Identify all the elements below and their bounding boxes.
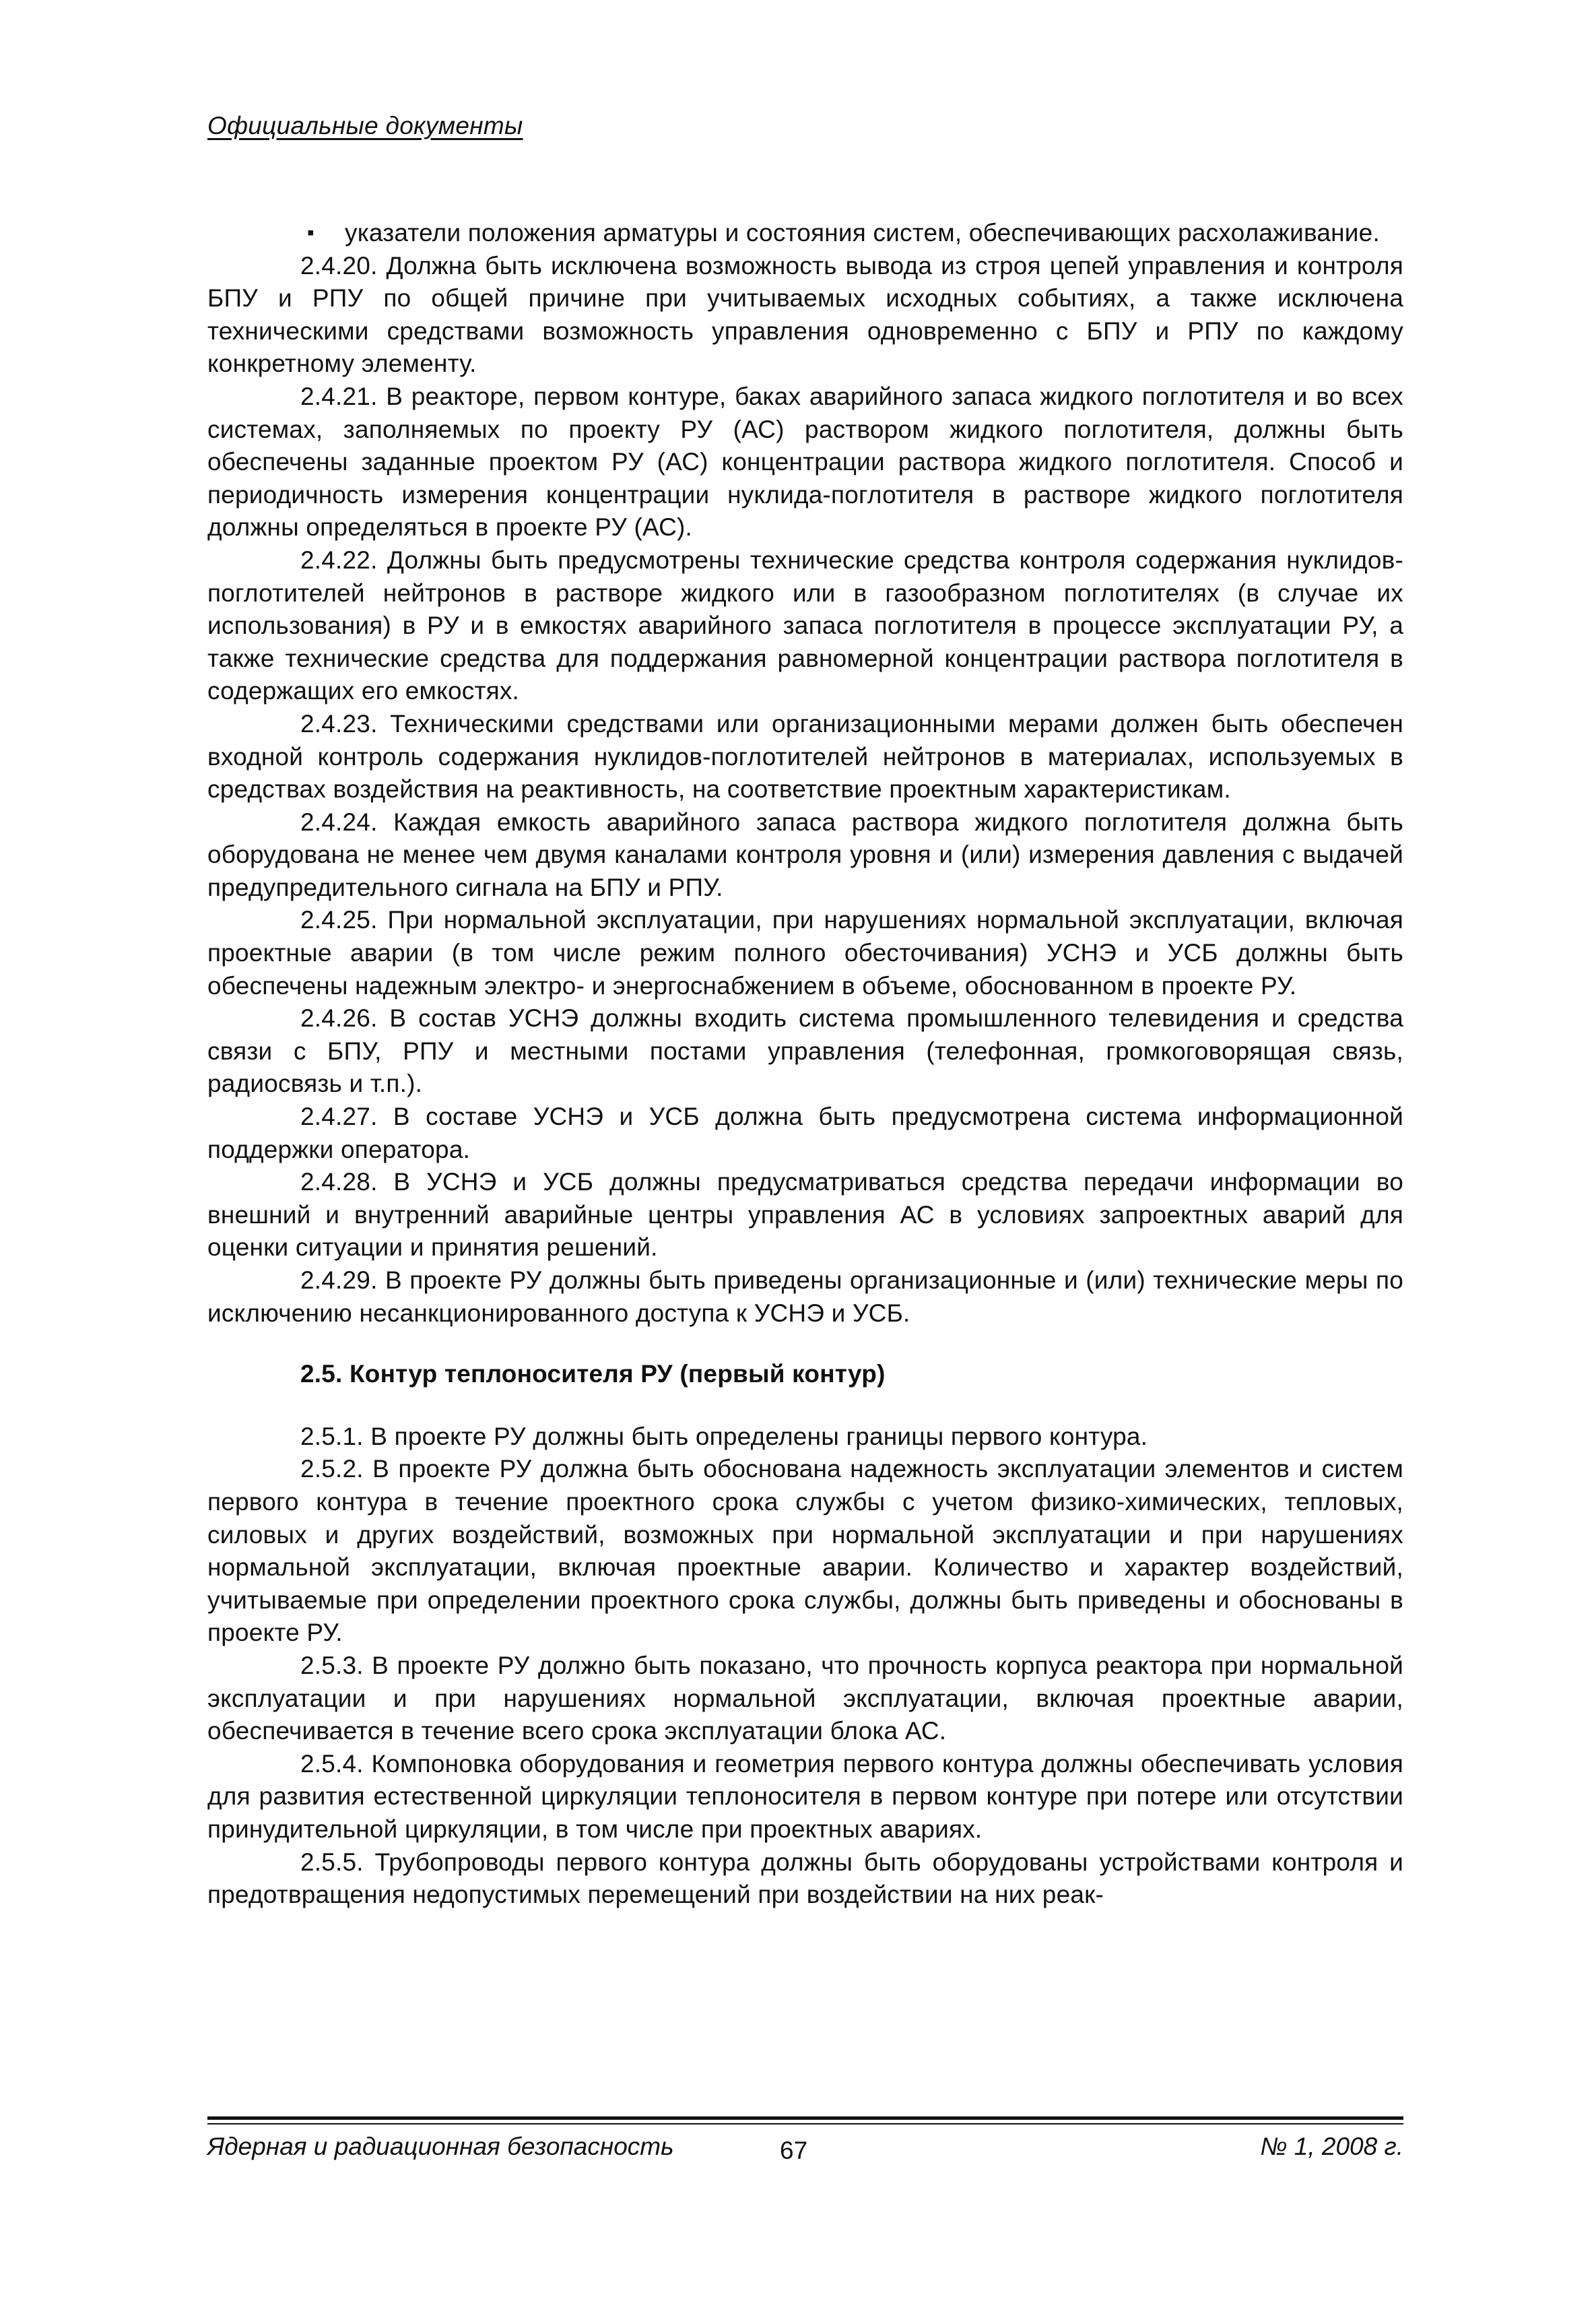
bullet-icon: ▪ (307, 222, 314, 244)
paragraph-2-4-28: 2.4.28. В УСНЭ и УСБ должны предусматриваться средства передачи информации во внешний и внутренний аварийные центры управления АС в условиях запроектных аварий для оценки ситуации и принятия решений. (207, 1168, 1403, 1262)
section-heading: 2.5. Контур теплоносителя РУ (первый контур) (300, 1360, 886, 1388)
footer-issue: № 1, 2008 г. (1260, 2133, 1403, 2160)
paragraph-2-5-1: 2.5.1. В проекте РУ должны быть определены границы первого контура. (300, 1422, 1148, 1450)
paragraph-2-4-21: 2.4.21. В реакторе, первом контуре, баках аварийного запаса жидкого поглотителя и во всех системах, заполняемых по проекту РУ (АС) раствором жидкого поглотителя, должны быть обеспечены заданные проектом РУ (АС) концентрации раствора жидкого поглотителя. Способ и периодичность измерения концентрации нуклида-поглотителя в растворе жидкого поглотителя должны определяться в проекте РУ (АС). (207, 382, 1403, 542)
paragraph-2-4-20: 2.4.20. Должна быть исключена возможность вывода из строя цепей управления и контроля БПУ и РПУ по общей причине при учитываемых исходных событиях, а также исключена техническими средствами возможность управления одновременно с БПУ и РПУ по каждому конкретному элементу. (207, 251, 1403, 378)
list-item (207, 217, 1403, 250)
list-item-text: указатели положения арматуры и состояния систем, обеспечивающих расхолаживание. (345, 219, 1380, 247)
paragraph-2-5-5: 2.5.5. Трубопроводы первого контура должны быть оборудованы устройствами контроля и предотвращения недопустимых перемещений при воздействии на них реак- (207, 1848, 1403, 1909)
page-footer (207, 2133, 1403, 2166)
paragraph-2-4-23: 2.4.23. Техническими средствами или организационными мерами должен быть обеспечен входной контроль содержания нуклидов-поглотителей нейтронов в материалах, используемых в средствах воздействия на реактивность, на соответствие проектным характеристикам. (207, 709, 1403, 804)
paragraph-2-4-24: 2.4.24. Каждая емкость аварийного запаса раствора жидкого поглотителя должна быть оборудована не менее чем двумя каналами контроля уровня и (или) измерения давления с выдачей предупредительного сигнала на БПУ и РПУ. (207, 808, 1403, 901)
paragraph-2-4-22: 2.4.22. Должны быть предусмотрены технические средства контроля содержания нуклидов-поглотителей нейтронов в растворе жидкого или в газообразном поглотителях (в случае их использования) в РУ и в емкостях аварийного запаса поглотителя в процессе эксплуатации РУ, а также технические средства для поддержания равномерной концентрации раствора поглотителя в содержащих его емкостях. (207, 546, 1403, 705)
footer-rule-thick (207, 2116, 1403, 2120)
paragraph-2-4-27: 2.4.27. В составе УСНЭ и УСБ должна быть предусмотрена система информационной поддержки оператора. (207, 1103, 1403, 1163)
paragraph-2-4-25: 2.4.25. При нормальной эксплуатации, при нарушениях нормальной эксплуатации, включая проектные аварии (в том числе режим полного обесточивания) УСНЭ и УСБ должны быть обеспечены надежным электро- и энергоснабжением в объеме, обоснованном в проекте РУ. (207, 906, 1403, 1000)
paragraph-2-5-3: 2.5.3. В проекте РУ должно быть показано, что прочность корпуса реактора при нормальной эксплуатации и при нарушениях нормальной эксплуатации, включая проектные аварии, обеспечивается в течение всего срока эксплуатации блока АС. (207, 1651, 1403, 1745)
running-head: Официальные документы (207, 112, 523, 139)
page-number: 67 (780, 2137, 808, 2164)
footer-journal-title: Ядерная и радиационная безопасность (207, 2133, 674, 2160)
paragraph-2-4-29: 2.4.29. В проекте РУ должны быть приведены организационные и (или) технические меры по исключению несанкционированного доступа к УСНЭ и УСБ. (207, 1266, 1403, 1327)
footer-rule-thin (207, 2123, 1403, 2124)
paragraph-2-5-2: 2.5.2. В проекте РУ должна быть обоснована надежность эксплуатации элементов и систем первого контура в течение проектного срока службы с учетом физико-химических, тепловых, силовых и других воздействий, возможных при нормальной эксплуатации и при нарушениях нормальной эксплуатации, включая проектные аварии. Количество и характер воздействий, учитываемые при определении проектного срока службы, должны быть приведены и обоснованы в проекте РУ. (207, 1455, 1403, 1647)
paragraph-2-4-26: 2.4.26. В состав УСНЭ должны входить система промышленного телевидения и средства связи с БПУ, РПУ и местными постами управления (телефонная, громкоговорящая связь, радиосвязь и т.п.). (207, 1004, 1403, 1098)
paragraph-2-5-4: 2.5.4. Компоновка оборудования и геометрия первого контура должны обеспечивать условия для развития естественной циркуляции теплоносителя в первом контуре при потере или отсутствии принудительной циркуляции, в том числе при проектных авариях. (207, 1749, 1403, 1843)
document-body (207, 217, 1403, 1912)
